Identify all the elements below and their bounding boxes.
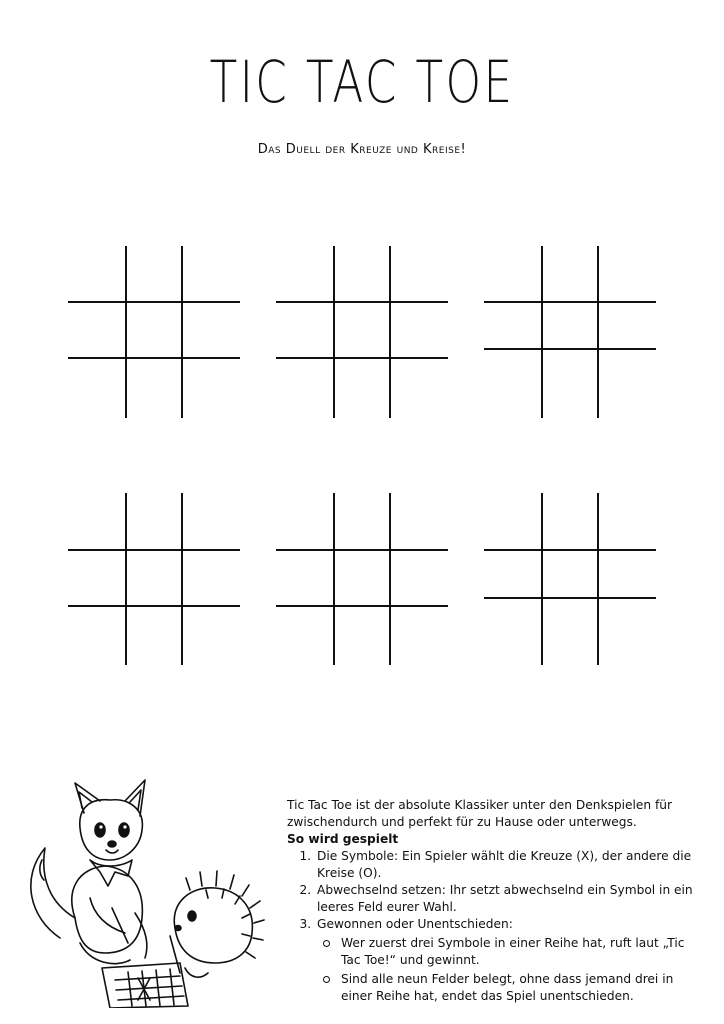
- grid-line: [125, 246, 127, 418]
- grid-line: [181, 246, 183, 418]
- sub-rule-item: Wer zuerst drei Symbole in einer Reihe hat, ruft laut „Tic Tac Toe!“ und gewinnt.: [339, 935, 697, 969]
- how-to-heading: So wird gespielt: [287, 832, 399, 846]
- instructions-panel: [287, 797, 697, 1007]
- tic-tac-toe-board-1[interactable]: [68, 246, 240, 418]
- tic-tac-toe-board-3[interactable]: [484, 246, 656, 418]
- fox-body: [72, 866, 143, 953]
- intro-text: Tic Tac Toe ist der absolute Klassiker unter den Denkspielen für zwischendurch und perfekt für zu Hause oder unterwegs.: [287, 798, 673, 829]
- grid-line: [68, 605, 240, 607]
- grid-line: [389, 246, 391, 418]
- grid-line: [484, 549, 656, 551]
- rules-list: [287, 848, 697, 1005]
- tic-tac-toe-board-2[interactable]: [276, 246, 448, 418]
- rule-item: 1. Die Symbole: Ein Spieler wählt die Kreuze (X), der andere die Kreise (O).: [315, 848, 697, 882]
- grid-line: [541, 493, 543, 665]
- grid-line: [484, 348, 656, 350]
- pencil-icon: [112, 908, 128, 943]
- grid-line: [276, 357, 448, 359]
- grid-line: [333, 493, 335, 665]
- grid-line: [541, 246, 543, 418]
- rule-item-label: Gewonnen oder Unentschieden:: [317, 917, 513, 931]
- tic-tac-toe-board-6[interactable]: [484, 493, 656, 665]
- grid-line: [181, 493, 183, 665]
- fox-eye-left: [95, 823, 105, 837]
- grid-line: [68, 301, 240, 303]
- fox-ear-right: [125, 780, 145, 816]
- page-subtitle: Das Duell der Kreuze und Kreise!: [257, 142, 467, 157]
- page-title: TIC TAC TOE: [209, 48, 515, 116]
- fox-eye-right: [119, 823, 129, 837]
- rule-item: 2. Abwechselnd setzen: Ihr setzt abwechselnd ein Symbol in ein leeres Feld eurer Wahl.: [315, 882, 697, 916]
- grid-line: [389, 493, 391, 665]
- grid-line: [484, 301, 656, 303]
- rule-item: [315, 916, 697, 1005]
- sub-rules-list: [317, 935, 697, 1005]
- grid-line: [276, 605, 448, 607]
- grid-line: [276, 301, 448, 303]
- tic-tac-toe-board-5[interactable]: [276, 493, 448, 665]
- grid-line: [597, 246, 599, 418]
- fox-hedgehog-illustration: [20, 768, 270, 1008]
- grid-line: [68, 549, 240, 551]
- tic-tac-toe-board-4[interactable]: [68, 493, 240, 665]
- grid-line: [125, 493, 127, 665]
- grid-line: [484, 597, 656, 599]
- fox-tail: [31, 848, 75, 938]
- sub-rule-item: Sind alle neun Felder belegt, ohne dass jemand drei in einer Reihe hat, endet das Spiel unentschieden.: [339, 971, 697, 1005]
- grid-line: [333, 246, 335, 418]
- grid-line: [597, 493, 599, 665]
- hedgehog-eye: [188, 911, 196, 921]
- hedgehog-body: [174, 888, 252, 963]
- grid-line: [68, 357, 240, 359]
- fox-head: [80, 800, 143, 860]
- grid-line: [276, 549, 448, 551]
